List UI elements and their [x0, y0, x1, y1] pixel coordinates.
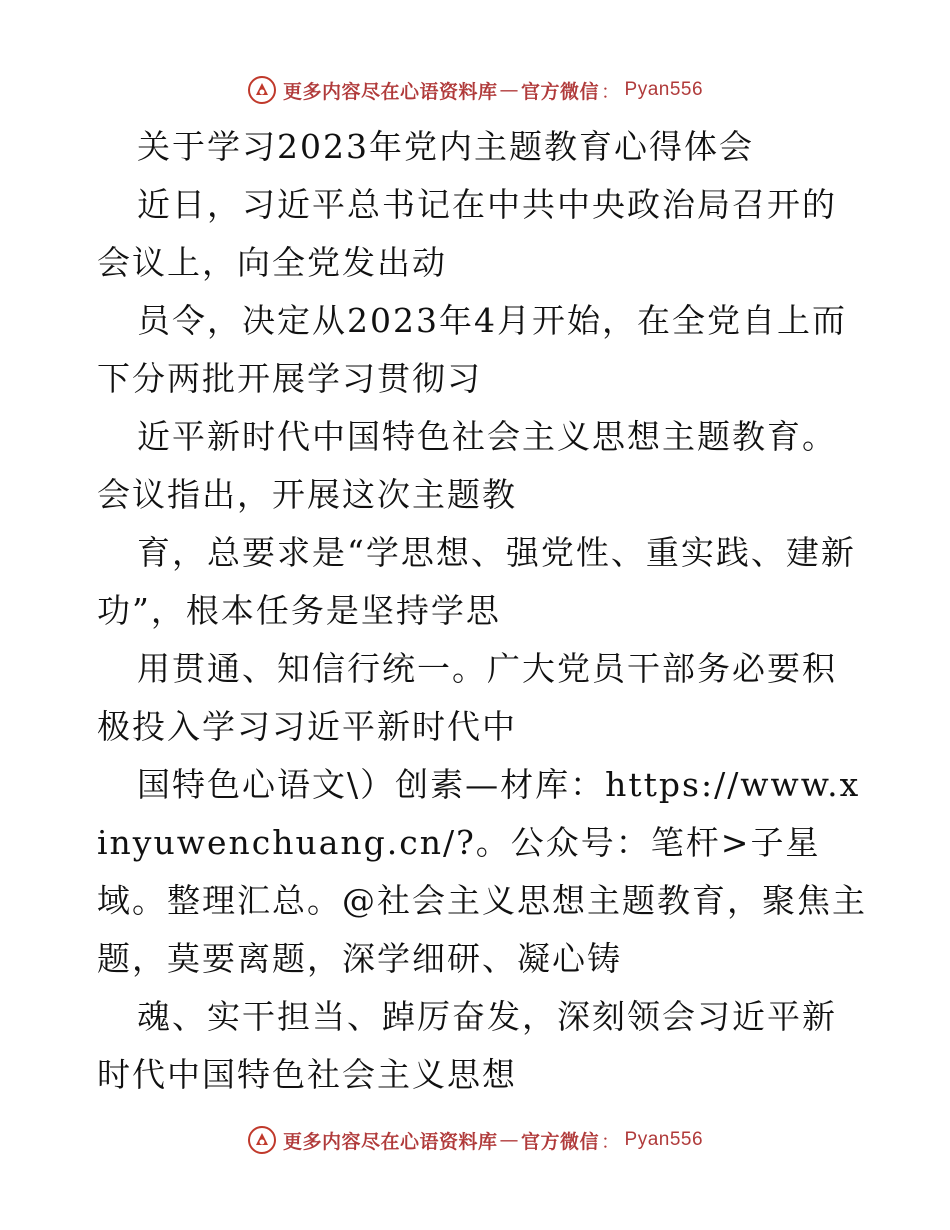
- body-paragraph: 近日，习近平总书记在中共中央政治局召开的会议上，向全党发出动: [97, 185, 837, 282]
- brand-logo-icon: [247, 1125, 277, 1155]
- banner-dash: —: [499, 1129, 519, 1151]
- banner-separator: ：: [601, 80, 621, 103]
- body-paragraph: 员令，决定从2023年4月开始，在全党自上而下分两批开展学习贯彻习: [97, 301, 847, 398]
- banner-wechat-id: Pyan556: [624, 1129, 704, 1150]
- body-paragraph: 国特色心语文\）创素—材库：https://www.xinyuwenchuang.cn/?。公众号：笔杆>子星域。整理汇总。@社会主义思想主题教育，聚焦主题，莫要离题，深学细研、凝心铸: [97, 765, 867, 978]
- banner-wechat-label: 官方微信: [520, 80, 599, 103]
- banner-brand-text: 更多内容尽在心语资料库: [282, 80, 498, 103]
- document-title: 关于学习2023年党内主题教育心得体会: [137, 127, 754, 166]
- banner-brand-text: 更多内容尽在心语资料库: [282, 1130, 498, 1153]
- footer-watermark-banner: [0, 1120, 950, 1160]
- banner-separator: ：: [601, 1130, 621, 1153]
- body-paragraph: 用贯通、知信行统一。广大党员干部务必要积极投入学习习近平新时代中: [97, 649, 837, 746]
- brand-logo-icon: [247, 75, 277, 105]
- body-paragraph: 育，总要求是“学思想、强党性、重实践、建新功”，根本任务是坚持学思: [97, 533, 856, 630]
- header-watermark-banner: [0, 70, 950, 110]
- banner-wechat-label: 官方微信: [520, 1130, 599, 1153]
- banner-wechat-id: Pyan556: [624, 79, 704, 100]
- body-paragraph: 近平新时代中国特色社会主义思想主题教育。会议指出，开展这次主题教: [97, 417, 837, 514]
- document-body: [97, 118, 867, 1104]
- body-paragraph: 魂、实干担当、踔厉奋发，深刻领会习近平新时代中国特色社会主义思想: [97, 997, 837, 1094]
- banner-dash: —: [499, 79, 519, 101]
